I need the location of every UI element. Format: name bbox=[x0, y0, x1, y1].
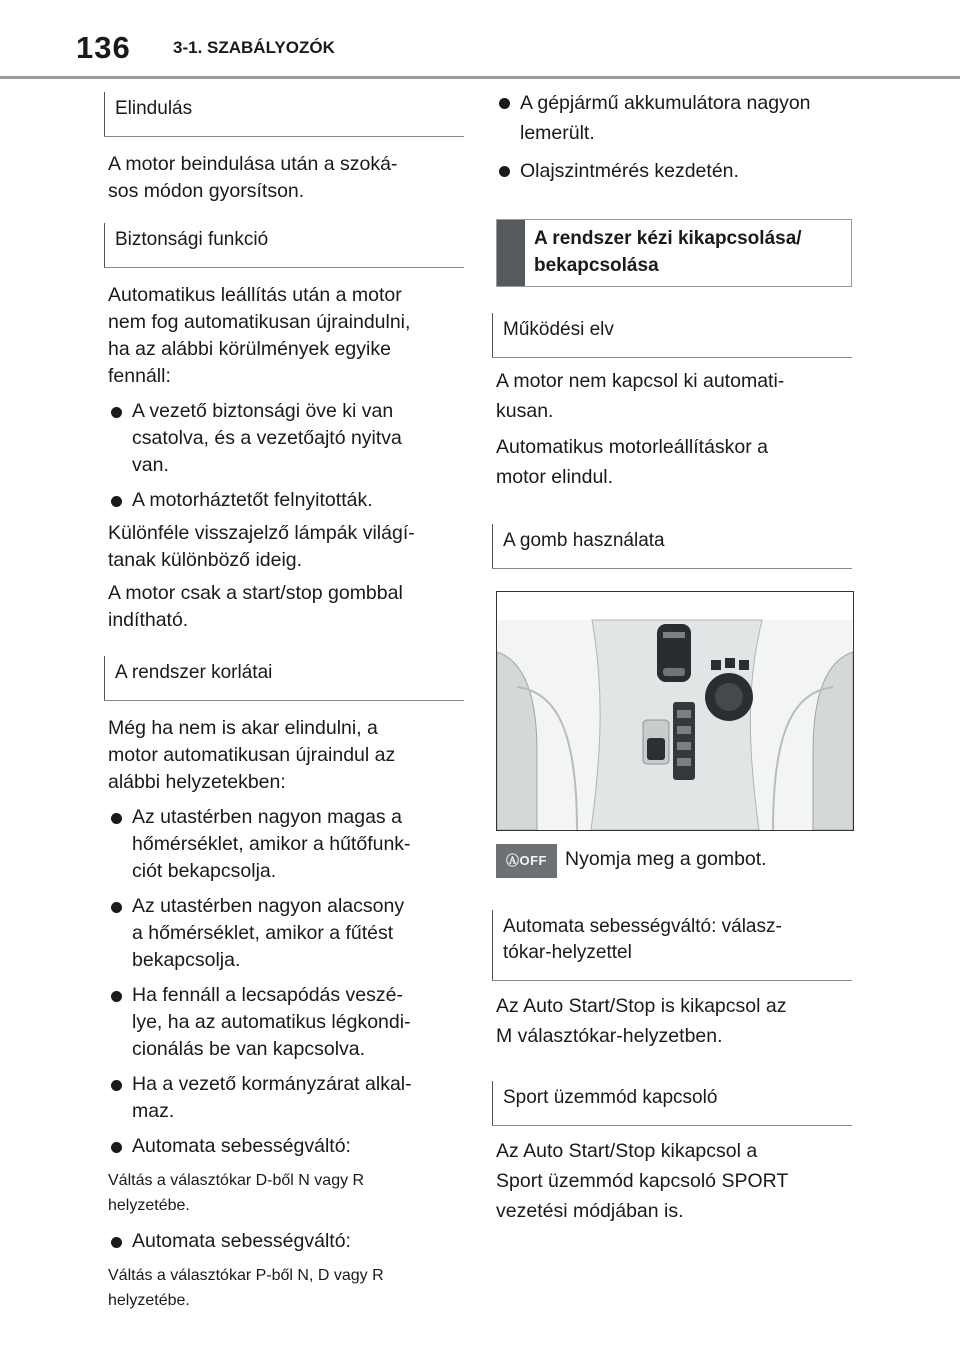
center-console-illustration bbox=[497, 592, 853, 830]
startstop-text: A motor csak a start/stop gombbal indítható. bbox=[108, 582, 403, 631]
off-instruction: Nyomja meg a gombot. bbox=[565, 848, 767, 870]
header-rule bbox=[0, 76, 960, 79]
sport-heading: Sport üzemmód kapcsoló bbox=[492, 1081, 852, 1126]
korlatai-text: Még ha nem is akar elindulni, a motor automatikusan újraindul az alábbi helyzetekben: bbox=[108, 717, 396, 793]
bullet-icon bbox=[111, 813, 122, 824]
korlatai-heading: A rendszer korlátai bbox=[104, 656, 464, 701]
right-column bbox=[496, 88, 852, 1226]
valtas-text-2: Váltás a választókar P-ből N, D vagy R helyzetébe. bbox=[108, 1267, 384, 1309]
mukodesi-text-2: Automatikus motorleállításkor a motor elindul. bbox=[496, 436, 769, 488]
page-number: 136 bbox=[76, 30, 131, 65]
list-item: A motorháztetőt felnyitották. bbox=[108, 487, 464, 514]
list-item: A gépjármű akkumulátora nagyon lemerült. bbox=[496, 88, 852, 148]
biztonsagi-heading: Biztonsági funkció bbox=[104, 223, 464, 268]
elindulas-heading: Elindulás bbox=[104, 92, 464, 137]
section-box-title: A rendszer kézi kikapcsolása/ bekapcsolása bbox=[534, 228, 802, 276]
console-photo bbox=[496, 591, 854, 831]
elindulas-text: A motor beindulása után a szoká- sos módon gyorsítson. bbox=[108, 153, 398, 202]
bullet-icon bbox=[111, 991, 122, 1002]
bullet-icon bbox=[111, 902, 122, 913]
bullet-icon bbox=[499, 166, 510, 177]
sport-text: Az Auto Start/Stop kikapcsol a Sport üzemmód kapcsoló SPORT vezetési módjában is. bbox=[496, 1140, 789, 1222]
list-item: A vezető biztonsági öve ki van csatolva, és a vezetőajtó nyitva van. bbox=[108, 398, 464, 479]
automata-text: Az Auto Start/Stop is kikapcsol az M választókar-helyzetben. bbox=[496, 995, 787, 1047]
list-item: Ha a vezető kormányzárat alkal- maz. bbox=[108, 1071, 464, 1125]
biztonsagi-text: Automatikus leállítás után a motor nem fog automatikusan újraindulni, ha az alábbi körülmények egyike fennáll: bbox=[108, 284, 411, 387]
bullet-icon bbox=[111, 1237, 122, 1248]
valtas-text-1: Váltás a választókar D-ből N vagy R helyzetébe. bbox=[108, 1172, 365, 1214]
list-item: Automata sebességváltó: bbox=[108, 1133, 464, 1160]
section-bar bbox=[497, 220, 525, 286]
list-item: Ha fennáll a lecsapódás veszé- lye, ha az automatikus légkondi- cionálás be van kapcsolva. bbox=[108, 982, 464, 1063]
auto-start-stop-off-button[interactable]: ⒶOFF bbox=[496, 844, 557, 878]
mukodesi-text-1: A motor nem kapcsol ki automati- kusan. bbox=[496, 370, 785, 422]
bullet-icon bbox=[111, 1080, 122, 1091]
off-button-row bbox=[496, 844, 852, 880]
lampak-text: Különféle visszajelző lámpák világí- tanak különböző ideig. bbox=[108, 522, 415, 571]
section-box-heading bbox=[496, 219, 852, 287]
chapter-title: 3-1. SZABÁLYOZÓK bbox=[173, 38, 335, 57]
automata-heading: Automata sebességváltó: válasz- tókar-helyzettel bbox=[492, 910, 852, 981]
left-column bbox=[108, 92, 464, 1313]
bullet-icon bbox=[111, 496, 122, 507]
gomb-heading: A gomb használata bbox=[492, 524, 852, 569]
list-item: Olajszintmérés kezdetén. bbox=[496, 156, 852, 186]
bullet-icon bbox=[499, 98, 510, 109]
mukodesi-heading: Működési elv bbox=[492, 313, 852, 358]
bullet-icon bbox=[111, 1142, 122, 1153]
list-item: Automata sebességváltó: bbox=[108, 1228, 464, 1255]
bullet-icon bbox=[111, 407, 122, 418]
list-item: Az utastérben nagyon alacsony a hőmérséklet, amikor a fűtést bekapcsolja. bbox=[108, 893, 464, 974]
list-item: Az utastérben nagyon magas a hőmérséklet, amikor a hűtőfunk- ciót bekapcsolja. bbox=[108, 804, 464, 885]
